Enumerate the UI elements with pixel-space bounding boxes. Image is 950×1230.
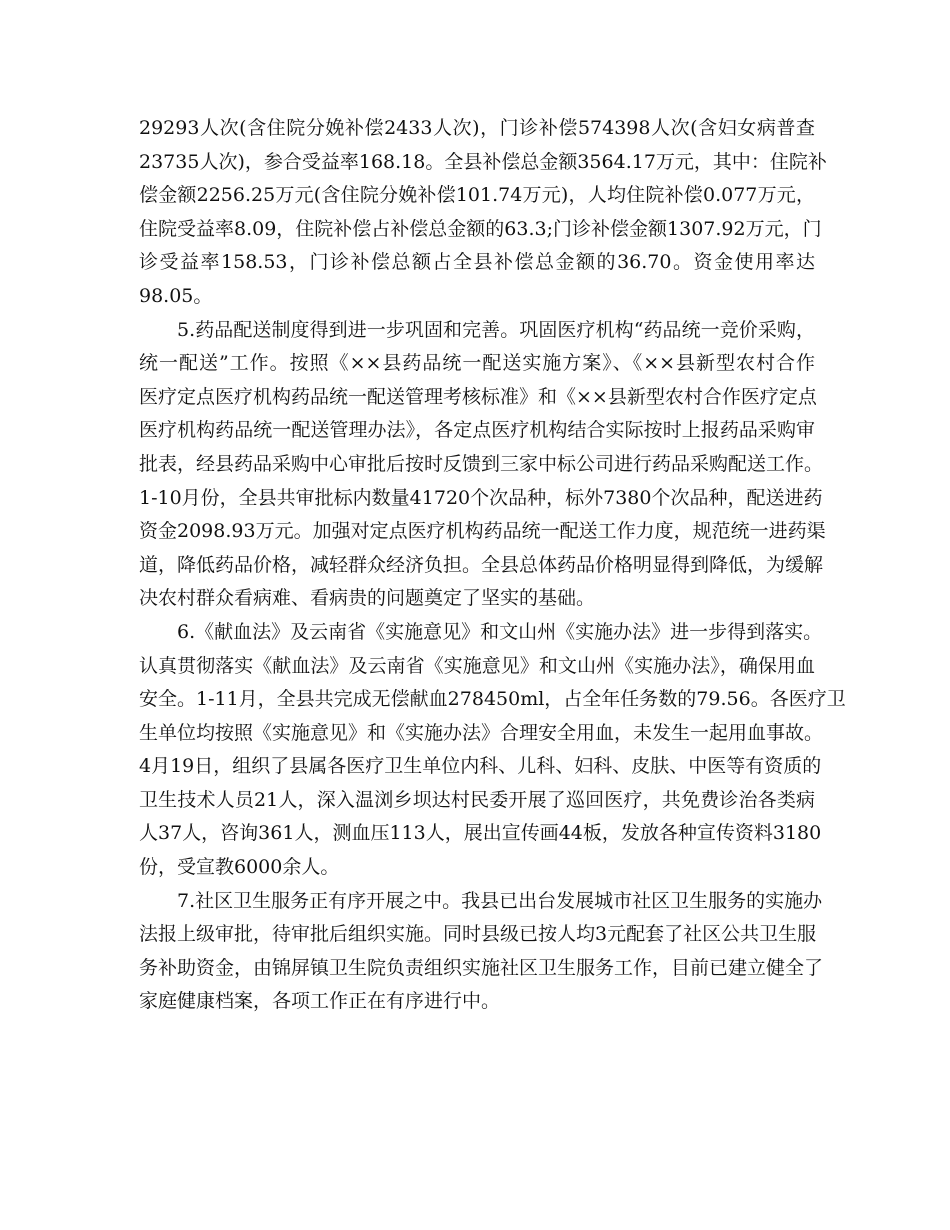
text-line: 23735人次)，参合受益率168.18。全县补偿总金额3564.17万元，其中：住院补 xyxy=(139,150,827,173)
paragraph-heading-line: 7.社区卫生服务正有序开展之中。我县已出台发展城市社区卫生服务的实施办 xyxy=(177,889,823,912)
paragraph-community-health xyxy=(139,885,824,1019)
text-line: 统一配送”工作。按照《××县药品统一配送实施方案》、《××县新型农村合作 xyxy=(139,352,815,375)
text-line: 家庭健康档案，各项工作正在有序进行中。 xyxy=(139,990,501,1013)
text-line: 认真贯彻落实《献血法》及云南省《实施意见》和文山州《实施办法》，确保用血 xyxy=(139,654,815,677)
text-line: 份，受宣教6000余人。 xyxy=(139,856,340,879)
text-line: 生单位均按照《实施意见》和《实施办法》合理安全用血，未发生一起用血事故。 xyxy=(139,721,824,744)
text-line: 98.05。 xyxy=(139,284,213,307)
text-line: 人37人，咨询361人，测血压113人，展出宣传画44板，发放各种宣传资料3180 xyxy=(139,822,822,845)
text-line: 4月19日，组织了县属各医疗卫生单位内科、儿科、妇科、皮肤、中医等有资质的 xyxy=(139,755,822,778)
text-line: 安全。1-11月，全县共完成无偿献血278450ml，占全年任务数的79.56。各医疗卫 xyxy=(139,688,846,711)
text-line: 道，降低药品价格，减轻群众经济负担。全县总体药品价格明显得到降低，为缓解 xyxy=(139,553,824,576)
paragraph-heading-line: 6.《献血法》及云南省《实施意见》和文山州《实施办法》进一步得到落实。 xyxy=(177,620,823,643)
text-line: 卫生技术人员21人，深入温浏乡坝达村民委开展了巡回医疗，共免费诊治各类病 xyxy=(139,788,815,811)
text-line: 1-10月份，全县共审批标内数量41720个次品种，标外7380个次品种，配送进药 xyxy=(139,486,823,509)
text-line: 医疗机构药品统一配送管理办法》，各定点医疗机构结合实际按时上报药品采购审 xyxy=(139,419,815,442)
text-line: 医疗定点医疗机构药品统一配送管理考核标准》和《××县新型农村合作医疗定点 xyxy=(139,385,817,408)
paragraph-heading-line: 5.药品配送制度得到进一步巩固和完善。巩固医疗机构“药品统一竞价采购， xyxy=(177,318,815,341)
text-line: 决农村群众看病难、看病贵的问题奠定了坚实的基础。 xyxy=(139,587,596,610)
text-line: 资金2098.93万元。加强对定点医疗机构药品统一配送工作力度，规范统一进药渠 xyxy=(139,520,826,543)
text-line: 29293人次(含住院分娩补偿2433人次)，门诊补偿574398人次(含妇女病普查 xyxy=(139,117,815,139)
text-line: 务补助资金，由锦屏镇卫生院负责组织实施社区卫生服务工作，目前已建立健全了 xyxy=(139,956,824,979)
text-line: 批表，经县药品采购中心审批后按时反馈到三家中标公司进行药品采购配送工作。 xyxy=(139,452,824,475)
paragraph-blood-donation xyxy=(139,616,846,885)
text-line: 诊受益率158.53，门诊补偿总额占全县补偿总金额的36.70。资金使用率达 xyxy=(139,251,815,274)
text-line: 偿金额2256.25万元(含住院分娩补偿101.74万元)，人均住院补偿0.077万元， xyxy=(139,184,815,207)
paragraph-drug-distribution xyxy=(139,314,826,616)
text-line: 法报上级审批，待审批后组织实施。同时县级已按人均3元配套了社区公共卫生服 xyxy=(139,923,817,946)
text-line: 住院受益率8.09，住院补偿占补偿总金额的63.3;门诊补偿金额1307.92万元，门 xyxy=(139,217,822,240)
document-body xyxy=(139,112,846,1019)
paragraph-compensation-stats xyxy=(139,112,827,314)
